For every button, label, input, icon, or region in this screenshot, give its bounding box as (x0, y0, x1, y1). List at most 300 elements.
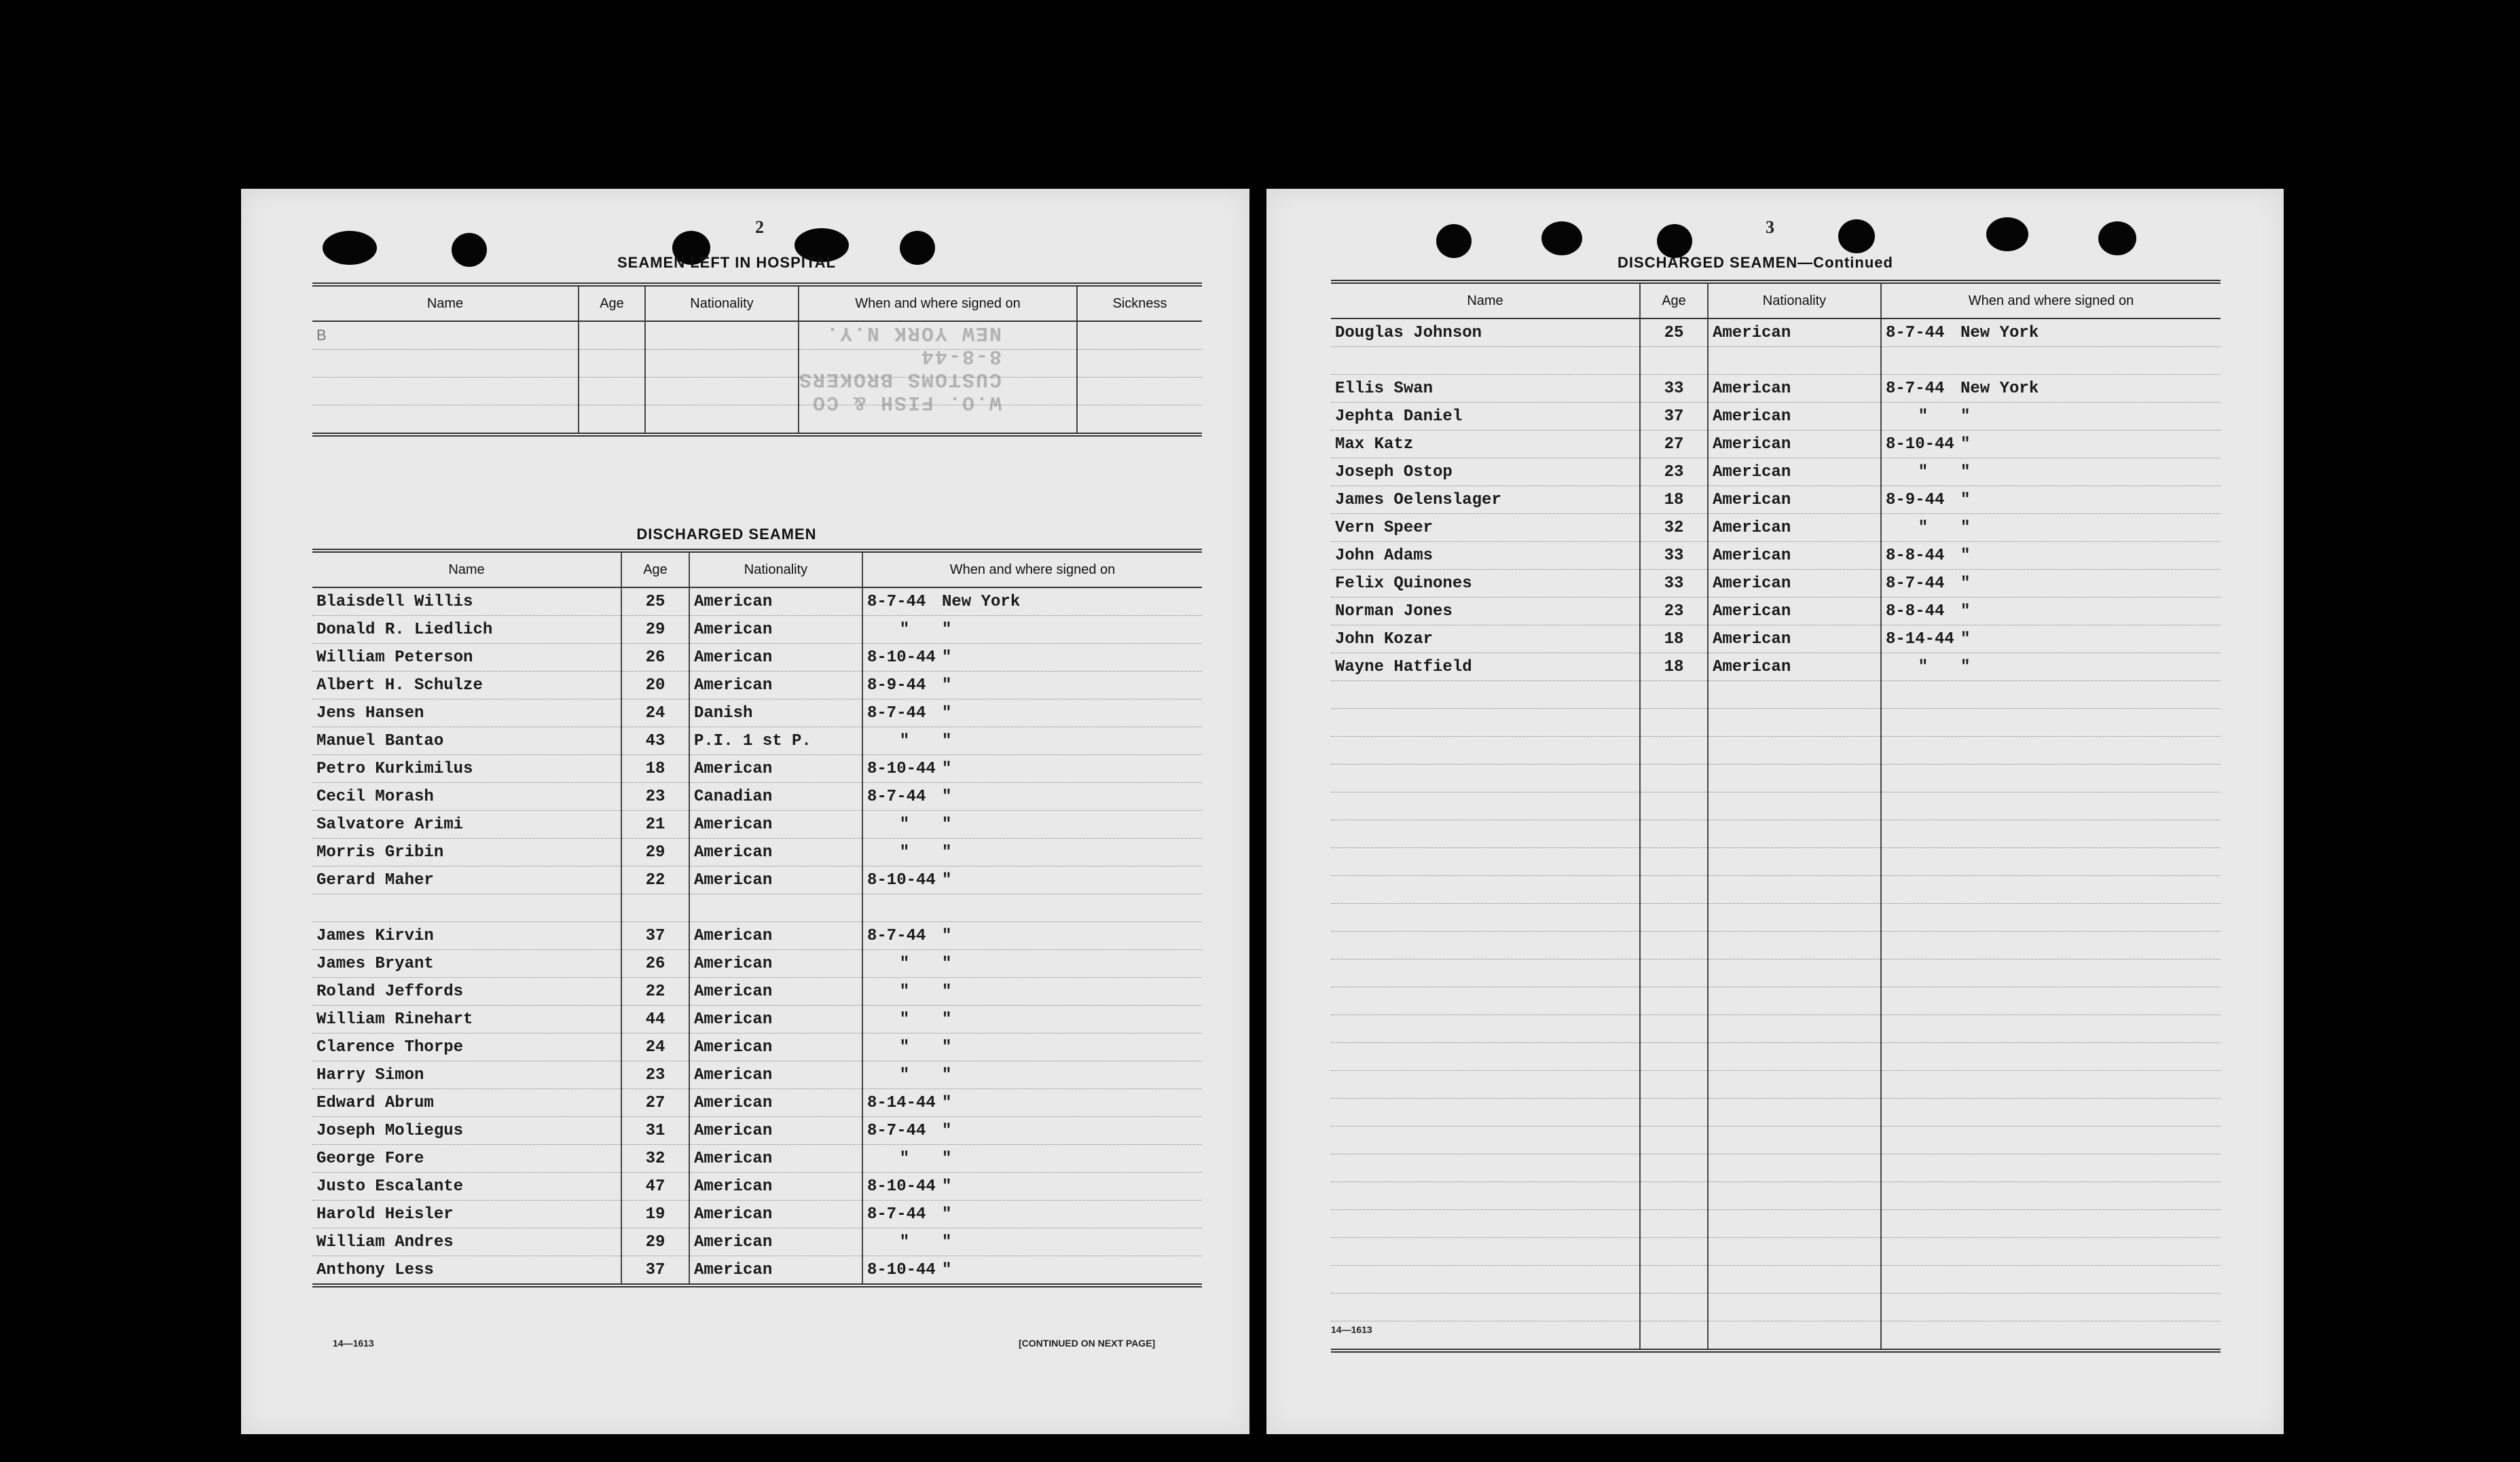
seaman-nationality: American (689, 587, 862, 616)
hospital-table (312, 282, 1202, 437)
empty-cell (1708, 1127, 1881, 1154)
signed-on-date: 8-9-44 (1886, 490, 1945, 509)
signed-on-cell (862, 1145, 1202, 1173)
seaman-nationality: American (1708, 375, 1881, 403)
table-row (1331, 932, 2221, 960)
seaman-age: 26 (621, 950, 689, 978)
seaman-name: James Oelenslager (1331, 486, 1640, 514)
empty-cell (1708, 681, 1881, 709)
table-row (312, 1117, 1202, 1145)
empty-cell (1331, 932, 1640, 960)
empty-cell (1640, 737, 1708, 765)
seaman-age: 23 (1640, 598, 1708, 625)
empty-cell (1640, 709, 1708, 737)
seaman-age: 22 (621, 866, 689, 894)
table-row (1331, 960, 2221, 987)
seaman-nationality: American (1708, 458, 1881, 486)
empty-cell (1640, 1321, 1708, 1351)
col-header-age: Age (1640, 282, 1708, 318)
signed-on-date: 8-7-44 (1886, 574, 1945, 593)
empty-cell (1708, 960, 1881, 987)
seaman-age: 23 (621, 783, 689, 811)
signed-on-date: 8-10-44 (867, 648, 936, 667)
seaman-age: 25 (1640, 318, 1708, 347)
seaman-nationality: American (689, 978, 862, 1006)
signed-on-place: " (1960, 574, 1971, 593)
empty-cell (1708, 1238, 1881, 1266)
signed-on-place: " (942, 1093, 952, 1112)
signed-on-place: " (1960, 602, 1971, 621)
signed-on-date: 8-8-44 (1886, 546, 1945, 565)
table-row (312, 672, 1202, 699)
seaman-name: Blaisdell Willis (312, 587, 621, 616)
table-row (1331, 514, 2221, 542)
signed-on-date: " (899, 954, 910, 973)
empty-cell (1708, 1182, 1881, 1210)
signed-on-cell (862, 950, 1202, 978)
seaman-age: 20 (621, 672, 689, 699)
signed-on-place: " (942, 1065, 952, 1084)
signed-on-date: 8-10-44 (867, 1177, 936, 1196)
signed-on-date: " (899, 1149, 910, 1168)
seaman-nationality: American (689, 1201, 862, 1228)
seaman-nationality: American (689, 1256, 862, 1286)
table-row (1331, 1154, 2221, 1182)
table-row (1331, 1099, 2221, 1127)
empty-cell (1640, 1015, 1708, 1043)
signed-on-cell (862, 1034, 1202, 1061)
table-row (1331, 347, 2221, 375)
form-number: 14—1613 (333, 1338, 374, 1349)
empty-cell (1881, 1015, 2221, 1043)
table-row (312, 350, 1202, 378)
signed-on-place: " (942, 1010, 952, 1029)
signed-on-place: " (942, 954, 952, 973)
table-row (1331, 1127, 2221, 1154)
signed-on-cell (1881, 318, 2221, 347)
empty-cell (1881, 932, 2221, 960)
signed-on-cell (862, 727, 1202, 755)
empty-cell (1881, 1210, 2221, 1238)
seaman-age: 33 (1640, 375, 1708, 403)
empty-cell (1331, 1015, 1640, 1043)
seaman-nationality: American (689, 1034, 862, 1061)
seaman-age: 18 (621, 755, 689, 783)
signed-on-cell (862, 699, 1202, 727)
discharged-continued-table (1331, 280, 2221, 1353)
empty-cell (1881, 1294, 2221, 1321)
empty-cell (1881, 820, 2221, 848)
seaman-nationality: American (689, 866, 862, 894)
seaman-nationality: American (1708, 514, 1881, 542)
signed-on-cell (862, 894, 1202, 922)
signed-on-place: " (942, 1232, 952, 1251)
table-row (312, 727, 1202, 755)
signed-on-date: 8-9-44 (867, 676, 926, 695)
seaman-name: Roland Jeffords (312, 978, 621, 1006)
seaman-name: Vern Speer (1331, 514, 1640, 542)
seaman-name: John Adams (1331, 542, 1640, 570)
seaman-name: Albert H. Schulze (312, 672, 621, 699)
empty-cell (1708, 1043, 1881, 1071)
signed-on-place: " (1960, 629, 1971, 648)
empty-cell (1708, 1015, 1881, 1043)
signed-on-date: " (1918, 518, 1929, 537)
seaman-name: Gerard Maher (312, 866, 621, 894)
signed-on-cell (862, 1173, 1202, 1201)
signed-on-date: " (899, 815, 910, 834)
empty-cell (1708, 765, 1881, 792)
seaman-age: 33 (1640, 542, 1708, 570)
signed-on-date: " (899, 731, 910, 750)
empty-cell (1708, 737, 1881, 765)
empty-cell (1331, 737, 1640, 765)
signed-on-place: " (1960, 435, 1971, 454)
signed-on-place: " (942, 843, 952, 862)
empty-cell (1708, 932, 1881, 960)
signed-on-cell (862, 1089, 1202, 1117)
signed-on-cell (862, 922, 1202, 950)
empty-cell (1881, 1071, 2221, 1099)
discharged-continued-title: DISCHARGED SEAMEN—Continued (1618, 254, 1893, 271)
seaman-nationality: Danish (689, 699, 862, 727)
seaman-age: 24 (621, 699, 689, 727)
table-row (1331, 318, 2221, 347)
signed-on-date: " (899, 1038, 910, 1057)
seaman-nationality: American (1708, 625, 1881, 653)
seaman-age (621, 894, 689, 922)
seaman-nationality: American (689, 1089, 862, 1117)
signed-on-place: " (942, 982, 952, 1001)
col-header-signed-on: When and where signed on (799, 285, 1077, 321)
empty-cell (1881, 737, 2221, 765)
seaman-name: Harold Heisler (312, 1201, 621, 1228)
empty-cell (1331, 987, 1640, 1015)
punch-hole (1436, 224, 1472, 258)
signed-on-cell (862, 866, 1202, 894)
signed-on-date: 8-10-44 (1886, 435, 1954, 454)
signed-on-cell (862, 783, 1202, 811)
signed-on-cell (1881, 598, 2221, 625)
seaman-name: Edward Abrum (312, 1089, 621, 1117)
empty-cell (1881, 765, 2221, 792)
empty-cell (1881, 1043, 2221, 1071)
signed-on-cell (862, 672, 1202, 699)
table-row (312, 1089, 1202, 1117)
signed-on-place: " (942, 676, 952, 695)
seaman-age: 33 (1640, 570, 1708, 598)
signed-on-date: 8-7-44 (867, 787, 926, 806)
empty-cell (1331, 1321, 1640, 1351)
signed-on-cell (862, 1006, 1202, 1034)
table-row (312, 1034, 1202, 1061)
table-row (312, 978, 1202, 1006)
seaman-nationality: American (689, 839, 862, 866)
table-row (1331, 876, 2221, 904)
continued-note: [CONTINUED ON NEXT PAGE] (1019, 1338, 1156, 1349)
signed-on-place: " (942, 703, 952, 723)
table-row (312, 321, 1202, 350)
empty-cell (1331, 681, 1640, 709)
signed-on-cell (862, 1256, 1202, 1286)
seaman-age: 27 (1640, 431, 1708, 458)
table-row (1331, 1321, 2221, 1351)
seaman-nationality: American (689, 811, 862, 839)
signed-on-cell (1881, 570, 2221, 598)
seaman-nationality: American (689, 616, 862, 644)
empty-cell (1881, 876, 2221, 904)
col-header-name: Name (312, 551, 621, 587)
empty-cell (1640, 987, 1708, 1015)
signed-on-place: " (942, 1260, 952, 1279)
signed-on-cell (1881, 375, 2221, 403)
table-row (1331, 681, 2221, 709)
punch-hole (1838, 219, 1875, 253)
empty-cell (1640, 876, 1708, 904)
signed-on-cell (862, 644, 1202, 672)
signed-on-place: " (1960, 462, 1971, 481)
signed-on-date: 8-14-44 (1886, 629, 1954, 648)
seaman-age: 18 (1640, 653, 1708, 681)
seaman-age: 18 (1640, 625, 1708, 653)
signed-on-date: 8-8-44 (1886, 602, 1945, 621)
signed-on-date: " (1918, 657, 1929, 676)
signed-on-cell (862, 1201, 1202, 1228)
table-row (312, 644, 1202, 672)
signed-on-place: " (1960, 490, 1971, 509)
empty-cell (1708, 904, 1881, 932)
signed-on-place: New York (1960, 379, 2039, 398)
empty-cell (1708, 1294, 1881, 1321)
signed-on-place: " (1960, 657, 1971, 676)
empty-cell (1881, 1099, 2221, 1127)
table-row (1331, 486, 2221, 514)
signed-on-cell (1881, 653, 2221, 681)
punch-hole (1986, 217, 2028, 251)
signed-on-date: 8-10-44 (867, 871, 936, 890)
signed-on-place: " (942, 926, 952, 945)
table-row (1331, 1015, 2221, 1043)
signed-on-date: 8-7-44 (867, 1121, 926, 1140)
empty-cell (1640, 1266, 1708, 1294)
signed-on-date: 8-7-44 (1886, 379, 1945, 398)
table-row (312, 699, 1202, 727)
empty-cell (1331, 876, 1640, 904)
seaman-age: 44 (621, 1006, 689, 1034)
signed-on-cell (862, 839, 1202, 866)
seaman-name: Douglas Johnson (1331, 318, 1640, 347)
seaman-age: 37 (1640, 403, 1708, 431)
signed-on-date: 8-14-44 (867, 1093, 936, 1112)
form-page-3 (1266, 189, 2284, 1434)
table-row (1331, 598, 2221, 625)
empty-cell (1881, 848, 2221, 876)
signed-on-date: 8-7-44 (867, 592, 926, 611)
signed-on-date: 8-10-44 (867, 1260, 936, 1279)
seaman-name: Norman Jones (1331, 598, 1640, 625)
empty-cell (1331, 1182, 1640, 1210)
seaman-nationality: American (689, 1173, 862, 1201)
table-row (1331, 431, 2221, 458)
empty-cell (1640, 904, 1708, 932)
seaman-name: James Bryant (312, 950, 621, 978)
empty-cell (1708, 1321, 1881, 1351)
empty-cell (1640, 820, 1708, 848)
table-row (1331, 1294, 2221, 1321)
signed-on-place: " (942, 1149, 952, 1168)
margin-mark: B (312, 321, 579, 350)
signed-on-cell (1881, 486, 2221, 514)
empty-cell (1881, 904, 2221, 932)
signed-on-date: 8-10-44 (867, 759, 936, 778)
table-row (1331, 375, 2221, 403)
col-header-name: Name (1331, 282, 1640, 318)
empty-cell (1708, 1266, 1881, 1294)
seaman-name: Anthony Less (312, 1256, 621, 1286)
empty-cell (1708, 987, 1881, 1015)
seaman-name: Donald R. Liedlich (312, 616, 621, 644)
faded-stamp-mirrored: W.O. FISH & CO CUSTOMS BROKERS 8-8-44 NEW YORK N.Y. (798, 321, 1002, 414)
table-row (1331, 792, 2221, 820)
seaman-age: 47 (621, 1173, 689, 1201)
empty-cell (1331, 1266, 1640, 1294)
seaman-age (1640, 347, 1708, 375)
table-row (1331, 848, 2221, 876)
seaman-nationality: American (689, 755, 862, 783)
seaman-name: George Fore (312, 1145, 621, 1173)
seaman-name: Jephta Daniel (1331, 403, 1640, 431)
signed-on-cell (1881, 458, 2221, 486)
table-row (1331, 625, 2221, 653)
empty-cell (1331, 1210, 1640, 1238)
signed-on-cell (862, 1117, 1202, 1145)
seaman-age: 31 (621, 1117, 689, 1145)
empty-cell (1331, 709, 1640, 737)
seaman-nationality: American (1708, 542, 1881, 570)
signed-on-place: " (942, 731, 952, 750)
empty-cell (1640, 1043, 1708, 1071)
seaman-age: 32 (1640, 514, 1708, 542)
empty-cell (1640, 1210, 1708, 1238)
seaman-age: 29 (621, 616, 689, 644)
empty-cell (1640, 1127, 1708, 1154)
signed-on-place: " (942, 759, 952, 778)
empty-cell (1640, 1099, 1708, 1127)
signed-on-cell (862, 811, 1202, 839)
col-header-nationality: Nationality (1708, 282, 1881, 318)
table-row (312, 811, 1202, 839)
seaman-nationality: American (1708, 431, 1881, 458)
form-number: 14—1613 (1331, 1324, 1372, 1335)
empty-cell (1640, 932, 1708, 960)
seaman-name: Ellis Swan (1331, 375, 1640, 403)
empty-cell (1708, 820, 1881, 848)
signed-on-date: 8-7-44 (867, 703, 926, 723)
seaman-age: 32 (621, 1145, 689, 1173)
table-row (312, 1173, 1202, 1201)
empty-cell (1881, 1182, 2221, 1210)
seaman-nationality: American (1708, 486, 1881, 514)
seaman-nationality: American (689, 644, 862, 672)
empty-cell (1881, 960, 2221, 987)
table-row (1331, 1182, 2221, 1210)
signed-on-date: " (899, 843, 910, 862)
table-row (312, 1228, 1202, 1256)
table-row (1331, 1210, 2221, 1238)
table-row (1331, 653, 2221, 681)
empty-cell (1881, 1266, 2221, 1294)
table-row (312, 1061, 1202, 1089)
table-row (312, 922, 1202, 950)
signed-on-cell (1881, 542, 2221, 570)
seaman-nationality: American (1708, 403, 1881, 431)
seaman-name (1331, 347, 1640, 375)
seaman-age: 26 (621, 644, 689, 672)
signed-on-place: " (942, 648, 952, 667)
signed-on-place: " (1960, 407, 1971, 426)
seaman-nationality: American (689, 1117, 862, 1145)
table-row (1331, 403, 2221, 431)
signed-on-place: " (942, 1205, 952, 1224)
empty-cell (1708, 709, 1881, 737)
seaman-age: 43 (621, 727, 689, 755)
signed-on-cell (862, 616, 1202, 644)
table-row (1331, 987, 2221, 1015)
table-row (312, 1145, 1202, 1173)
seaman-age: 25 (621, 587, 689, 616)
seaman-nationality (1708, 347, 1881, 375)
seaman-name: Felix Quinones (1331, 570, 1640, 598)
signed-on-place: " (942, 815, 952, 834)
signed-on-place: New York (942, 592, 1021, 611)
signed-on-date: " (899, 1010, 910, 1029)
empty-cell (1640, 681, 1708, 709)
table-row (1331, 458, 2221, 486)
empty-cell (1708, 1099, 1881, 1127)
signed-on-place: " (942, 1038, 952, 1057)
empty-cell (1640, 1154, 1708, 1182)
punch-hole (2098, 221, 2136, 255)
seaman-age: 37 (621, 1256, 689, 1286)
hospital-section-title: SEAMEN LEFT IN HOSPITAL (617, 254, 837, 271)
table-row (312, 616, 1202, 644)
col-header-age: Age (579, 285, 645, 321)
empty-cell (1331, 904, 1640, 932)
seaman-name: Morris Gribin (312, 839, 621, 866)
empty-cell (1640, 1071, 1708, 1099)
seaman-nationality: American (689, 1145, 862, 1173)
signed-on-date: " (899, 1065, 910, 1084)
seaman-nationality: American (689, 1228, 862, 1256)
seaman-name: Harry Simon (312, 1061, 621, 1089)
table-row (1331, 1238, 2221, 1266)
signed-on-cell (862, 755, 1202, 783)
seaman-nationality (689, 894, 862, 922)
empty-cell (1640, 765, 1708, 792)
seaman-age: 24 (621, 1034, 689, 1061)
seaman-nationality: P.I. 1 st P. (689, 727, 862, 755)
col-header-signed-on: When and where signed on (862, 551, 1202, 587)
table-row (312, 1256, 1202, 1286)
empty-cell (1331, 1071, 1640, 1099)
seaman-age: 18 (1640, 486, 1708, 514)
table-row (312, 866, 1202, 894)
col-header-signed-on: When and where signed on (1881, 282, 2221, 318)
seaman-name: Clarence Thorpe (312, 1034, 621, 1061)
table-row (312, 378, 1202, 405)
empty-cell (1881, 709, 2221, 737)
signed-on-date: 8-7-44 (1886, 323, 1945, 342)
